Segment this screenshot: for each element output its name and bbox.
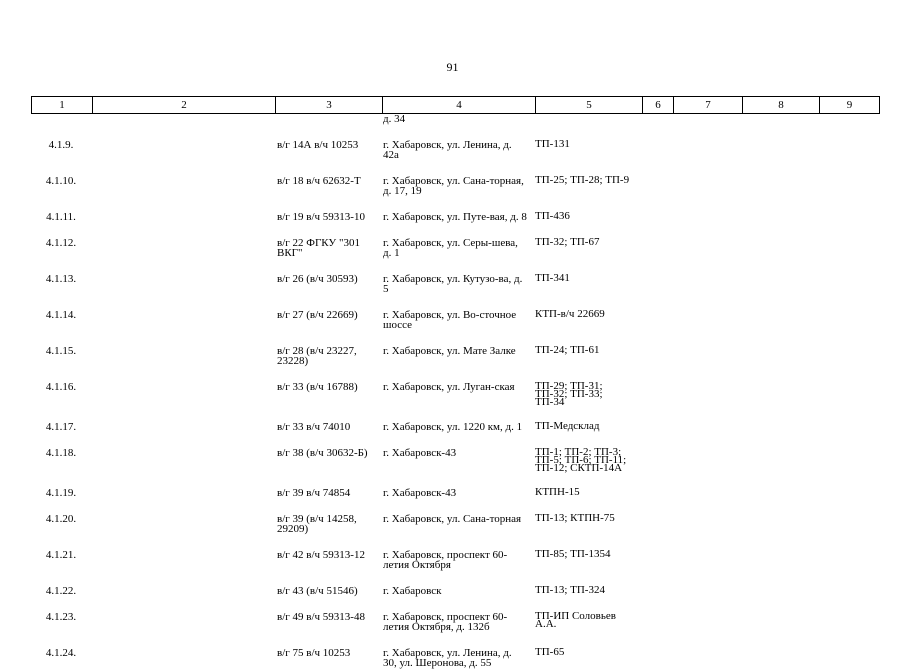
row-object: в/г 39 в/ч 74854 bbox=[277, 487, 351, 499]
row-substations: ТП-25; ТП-28; ТП-9 bbox=[535, 174, 630, 186]
row-substations: ТП-65 bbox=[535, 646, 565, 658]
row-empty-col7 bbox=[667, 366, 735, 406]
row-number: 4.1.15. bbox=[45, 345, 77, 357]
row-empty-col9 bbox=[811, 258, 876, 294]
row-empty-col2 bbox=[91, 222, 273, 258]
row-empty-col8 bbox=[735, 432, 811, 472]
row-object: в/г 26 (в/ч 30593) bbox=[277, 273, 358, 285]
row-object: в/г 43 (в/ч 51546) bbox=[277, 585, 358, 597]
row-empty-col7 bbox=[667, 294, 735, 330]
row-empty-col6 bbox=[637, 472, 667, 498]
row-object: в/г 19 в/ч 59313-10 bbox=[277, 211, 365, 223]
row-empty-col9 bbox=[811, 196, 876, 222]
row-empty-col9 bbox=[811, 570, 876, 596]
row-empty-col7 bbox=[667, 472, 735, 498]
continuation-address: д. 34 bbox=[383, 113, 406, 125]
row-address: г. Хабаровск, ул. Сана-торная, д. 17, 19 bbox=[383, 175, 524, 197]
row-address: г. Хабаровск, ул. Луган-ская bbox=[383, 381, 515, 393]
row-number: 4.1.14. bbox=[45, 309, 77, 321]
column-header-7: 7 bbox=[674, 97, 743, 114]
column-header-8: 8 bbox=[743, 97, 820, 114]
row-substations: ТП-ИП Соловьев А.А. bbox=[535, 610, 616, 630]
row-number: 4.1.13. bbox=[45, 273, 77, 285]
column-header-3: 3 bbox=[276, 97, 383, 114]
row-empty-col8 bbox=[735, 534, 811, 570]
row-empty-col6 bbox=[637, 258, 667, 294]
row-empty-col8 bbox=[735, 406, 811, 432]
table-row bbox=[31, 596, 876, 632]
table-row bbox=[31, 632, 876, 668]
row-address: г. Хабаровск bbox=[383, 585, 442, 597]
row-empty-col6 bbox=[637, 366, 667, 406]
row-number: 4.1.11. bbox=[46, 211, 76, 223]
row-empty-col9 bbox=[811, 160, 876, 196]
table-row bbox=[31, 330, 876, 366]
row-substations: ТП-436 bbox=[535, 210, 570, 222]
row-substations: ТП-24; ТП-61 bbox=[535, 344, 600, 356]
row-empty-col8 bbox=[735, 472, 811, 498]
row-number: 4.1.22. bbox=[45, 585, 77, 597]
row-empty-col7 bbox=[667, 498, 735, 534]
row-substations: ТП-29; ТП-31; ТП-32; ТП-33; ТП-34 bbox=[535, 380, 603, 408]
row-object: в/г 39 (в/ч 14258, 29209) bbox=[277, 513, 357, 535]
row-empty-col2 bbox=[91, 124, 273, 160]
row-number: 4.1.12. bbox=[45, 237, 77, 249]
row-substations: ТП-32; ТП-67 bbox=[535, 236, 600, 248]
column-header-5: 5 bbox=[536, 97, 643, 114]
row-empty-col6 bbox=[637, 632, 667, 668]
row-empty-col7 bbox=[667, 432, 735, 472]
row-empty-col6 bbox=[637, 124, 667, 160]
row-empty-col6 bbox=[637, 294, 667, 330]
row-empty-col6 bbox=[637, 196, 667, 222]
row-empty-col8 bbox=[735, 366, 811, 406]
row-address: г. Хабаровск, ул. Мате Залке bbox=[383, 345, 516, 357]
row-empty-col2 bbox=[91, 534, 273, 570]
table-row bbox=[31, 498, 876, 534]
table-row bbox=[31, 366, 876, 406]
row-address: г. Хабаровск, ул. Во-сточное шоссе bbox=[383, 309, 517, 331]
row-object: в/г 22 ФГКУ "301 ВКГ" bbox=[277, 237, 360, 259]
row-empty-col7 bbox=[667, 534, 735, 570]
row-empty-col2 bbox=[91, 366, 273, 406]
row-address: г. Хабаровск, проспект 60-летия Октября, д. 132б bbox=[383, 611, 508, 633]
row-empty-col2 bbox=[91, 196, 273, 222]
row-empty-col8 bbox=[735, 124, 811, 160]
row-object: в/г 27 (в/ч 22669) bbox=[277, 309, 358, 321]
row-address: г. Хабаровск, ул. Путе-вая, д. 8 bbox=[383, 211, 527, 223]
row-empty-col6 bbox=[637, 534, 667, 570]
row-empty-col7 bbox=[667, 330, 735, 366]
row-empty-col6 bbox=[637, 160, 667, 196]
row-address: г. Хабаровск, проспект 60-летия Октября bbox=[383, 549, 508, 571]
row-object: в/г 33 в/ч 74010 bbox=[277, 421, 351, 433]
column-header-2: 2 bbox=[93, 97, 276, 114]
row-empty-col7 bbox=[667, 596, 735, 632]
row-object: в/г 42 в/ч 59313-12 bbox=[277, 549, 365, 561]
column-header-9: 9 bbox=[820, 97, 880, 114]
row-object: в/г 49 в/ч 59313-48 bbox=[277, 611, 365, 623]
row-empty-col2 bbox=[91, 258, 273, 294]
row-object: в/г 38 (в/ч 30632-Б) bbox=[277, 447, 368, 459]
row-address: г. Хабаровск, ул. Кутузо-ва, д. 5 bbox=[383, 273, 523, 295]
row-address: г. Хабаровск, ул. Ленина, д. 42а bbox=[383, 139, 512, 161]
row-number: 4.1.16. bbox=[45, 381, 77, 393]
row-number: 4.1.19. bbox=[45, 487, 77, 499]
row-empty-col8 bbox=[735, 498, 811, 534]
row-object: в/г 18 в/ч 62632-Т bbox=[277, 175, 361, 187]
row-empty-col7 bbox=[667, 124, 735, 160]
row-substations: ТП-131 bbox=[535, 138, 570, 150]
row-empty-col9 bbox=[811, 498, 876, 534]
row-substations: КТП-в/ч 22669 bbox=[535, 308, 605, 320]
row-empty-col8 bbox=[735, 222, 811, 258]
row-empty-col8 bbox=[735, 160, 811, 196]
row-object: в/г 33 (в/ч 16788) bbox=[277, 381, 358, 393]
row-empty-col9 bbox=[811, 596, 876, 632]
row-number: 4.1.17. bbox=[45, 421, 77, 433]
row-empty-col9 bbox=[811, 366, 876, 406]
row-empty-col6 bbox=[637, 406, 667, 432]
row-substations: ТП-85; ТП-1354 bbox=[535, 548, 611, 560]
row-empty-col2 bbox=[91, 160, 273, 196]
row-number: 4.1.10. bbox=[45, 175, 77, 187]
facilities-table bbox=[31, 114, 876, 668]
row-number: 4.1.24. bbox=[45, 647, 77, 659]
table-row bbox=[31, 124, 876, 160]
table-row bbox=[31, 432, 876, 472]
page-number: 91 bbox=[446, 60, 459, 74]
row-empty-col8 bbox=[735, 258, 811, 294]
row-number: 4.1.23. bbox=[45, 611, 77, 623]
row-number: 4.1.21. bbox=[45, 549, 77, 561]
row-number: 4.1.9. bbox=[48, 139, 74, 151]
table-row bbox=[31, 406, 876, 432]
row-address: г. Хабаровск-43 bbox=[383, 487, 457, 499]
row-substations: КТПН-15 bbox=[535, 486, 580, 498]
column-number-header bbox=[31, 96, 880, 114]
row-address: г. Хабаровск, ул. Серы-шева, д. 1 bbox=[383, 237, 518, 259]
row-empty-col9 bbox=[811, 632, 876, 668]
row-empty-col2 bbox=[91, 432, 273, 472]
row-object: в/г 75 в/ч 10253 bbox=[277, 647, 351, 659]
row-address: г. Хабаровск, ул. Сана-торная bbox=[383, 513, 522, 525]
row-empty-col8 bbox=[735, 294, 811, 330]
row-empty-col7 bbox=[667, 570, 735, 596]
row-empty-col2 bbox=[91, 406, 273, 432]
continuation-row bbox=[31, 114, 876, 124]
row-empty-col7 bbox=[667, 160, 735, 196]
row-empty-col2 bbox=[91, 632, 273, 668]
row-substations: ТП-341 bbox=[535, 272, 570, 284]
row-empty-col2 bbox=[91, 330, 273, 366]
column-header-1: 1 bbox=[32, 97, 93, 114]
table-row bbox=[31, 222, 876, 258]
row-empty-col9 bbox=[811, 472, 876, 498]
column-header-6: 6 bbox=[643, 97, 674, 114]
row-empty-col7 bbox=[667, 222, 735, 258]
row-empty-col6 bbox=[637, 432, 667, 472]
row-empty-col8 bbox=[735, 330, 811, 366]
table-row bbox=[31, 570, 876, 596]
row-empty-col8 bbox=[735, 632, 811, 668]
table-row bbox=[31, 196, 876, 222]
row-empty-col9 bbox=[811, 432, 876, 472]
row-empty-col9 bbox=[811, 124, 876, 160]
table-row bbox=[31, 472, 876, 498]
row-empty-col7 bbox=[667, 196, 735, 222]
row-empty-col6 bbox=[637, 570, 667, 596]
row-empty-col9 bbox=[811, 406, 876, 432]
row-number: 4.1.20. bbox=[45, 513, 77, 525]
row-empty-col6 bbox=[637, 596, 667, 632]
row-empty-col9 bbox=[811, 330, 876, 366]
table-row bbox=[31, 160, 876, 196]
row-substations: ТП-13; КТПН-75 bbox=[535, 512, 615, 524]
row-substations: ТП-Медсклад bbox=[535, 420, 600, 432]
row-empty-col2 bbox=[91, 472, 273, 498]
row-address: г. Хабаровск-43 bbox=[383, 447, 457, 459]
column-header-4: 4 bbox=[383, 97, 536, 114]
table-row bbox=[31, 294, 876, 330]
row-empty-col8 bbox=[735, 596, 811, 632]
row-empty-col2 bbox=[91, 498, 273, 534]
table-row bbox=[31, 258, 876, 294]
row-empty-col6 bbox=[637, 498, 667, 534]
row-empty-col2 bbox=[91, 596, 273, 632]
row-object: в/г 14А в/ч 10253 bbox=[277, 139, 359, 151]
row-empty-col8 bbox=[735, 196, 811, 222]
row-empty-col6 bbox=[637, 222, 667, 258]
row-empty-col9 bbox=[811, 294, 876, 330]
row-empty-col9 bbox=[811, 534, 876, 570]
row-empty-col7 bbox=[667, 406, 735, 432]
row-empty-col9 bbox=[811, 222, 876, 258]
row-substations: ТП-1; ТП-2; ТП-3; ТП-5; ТП-6; ТП-11; ТП-12; СКТП-14А bbox=[535, 446, 627, 474]
row-substations: ТП-13; ТП-324 bbox=[535, 584, 605, 596]
row-empty-col6 bbox=[637, 330, 667, 366]
row-empty-col2 bbox=[91, 570, 273, 596]
row-object: в/г 28 (в/ч 23227, 23228) bbox=[277, 345, 357, 367]
row-address: г. Хабаровск, ул. Ленина, д. 30, ул. Шеронова, д. 55 bbox=[383, 647, 512, 669]
row-empty-col8 bbox=[735, 570, 811, 596]
table-row bbox=[31, 534, 876, 570]
row-empty-col7 bbox=[667, 632, 735, 668]
row-number: 4.1.18. bbox=[45, 447, 77, 459]
row-address: г. Хабаровск, ул. 1220 км, д. 1 bbox=[383, 421, 523, 433]
row-empty-col7 bbox=[667, 258, 735, 294]
row-empty-col2 bbox=[91, 294, 273, 330]
